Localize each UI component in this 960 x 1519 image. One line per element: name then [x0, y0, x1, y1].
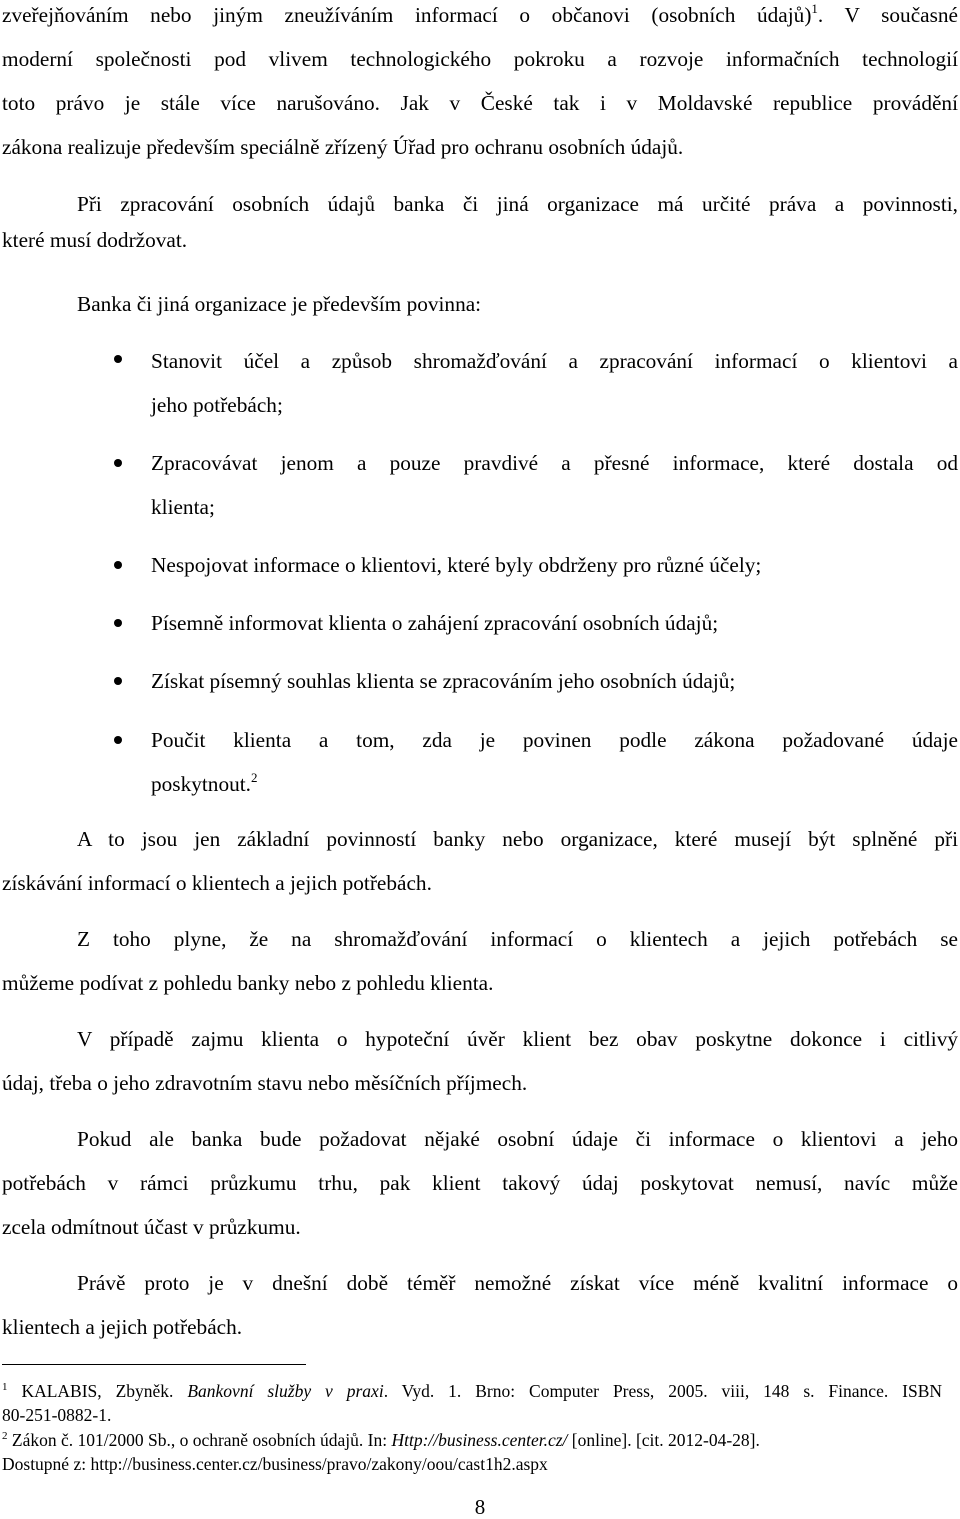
footnote-continuation: 80-251-0882-1.: [2, 1405, 112, 1425]
paragraph-first-line: Pokud ale banka bude požadovat nějaké osobní údaje či informace o klientovi a jeho: [77, 1127, 958, 1151]
list-item: Nespojovat informace o klientovi, které byly obdrženy pro různé účely;: [151, 553, 762, 577]
footnote-title: Http://business.center.cz/: [391, 1430, 568, 1450]
footnote-ref: 2: [251, 770, 258, 785]
bullet-icon: [114, 355, 122, 363]
body-text-line: toto právo je stále více narušováno. Jak v České tak i v Moldavské republice provádění: [2, 91, 958, 115]
paragraph-first-line: Právě proto je v dnešní době téměř nemožné získat více méně kvalitní informace o: [77, 1271, 958, 1295]
body-text-line: potřebách v rámci průzkumu trhu, pak klient takový údaj poskytovat nemusí, navíc může: [2, 1171, 958, 1195]
list-item-continuation: klienta;: [151, 495, 215, 519]
body-text-line: můžeme podívat z pohledu banky nebo z pohledu klienta.: [2, 971, 494, 995]
list-item-continuation: jeho potřebách;: [151, 393, 283, 417]
list-item-continuation: poskytnout.$^2$: [151, 770, 258, 796]
paragraph-first-line: Při zpracování osobních údajů banka či jiná organizace má určité práva a povinnosti,: [77, 192, 958, 216]
footnote-number: 2: [2, 1430, 8, 1442]
bullet-icon: [114, 561, 122, 569]
body-text-line: získávání informací o klientech a jejich potřebách.: [2, 871, 432, 895]
body-text-line: zveřejňováním nebo jiným zneužíváním informací o občanovi (osobních údajů)$^1$. V současné: [2, 1, 959, 27]
body-text-line: které musí dodržovat.: [2, 228, 188, 252]
footnote: $^2$ Zákon č. 101/2000 Sb., o ochraně osobních údajů. In: Http://business.center.cz/ [online]. [cit. 2012-04-28].: [2, 1430, 760, 1450]
footnote: $^1$ KALABIS, Zbyněk. Bankovní služby v praxi. Vyd. 1. Brno: Computer Press, 2005. viii, 148 s. Finance. ISBN: [2, 1381, 943, 1401]
list-item: Získat písemný souhlas klienta se zpracováním jeho osobních údajů;: [151, 669, 736, 693]
footnote-title: Bankovní služby v praxi: [187, 1381, 384, 1401]
list-item: Poučit klienta a tom, zda je povinen podle zákona požadované údaje: [151, 728, 958, 752]
bullet-icon: [114, 677, 122, 685]
paragraph-first-line: V případě zajmu klienta o hypoteční úvěr klient bez obav poskytne dokonce i citlivý: [77, 1027, 958, 1051]
bullet-icon: [114, 736, 122, 744]
body-text-line: zákona realizuje především speciálně zřízený Úřad pro ochranu osobních údajů.: [2, 135, 684, 159]
footnote-ref: 1: [811, 1, 818, 16]
body-text-line: údaj, třeba o jeho zdravotním stavu nebo měsíčních příjmech.: [2, 1071, 528, 1095]
list-item: Písemně informovat klienta o zahájení zpracování osobních údajů;: [151, 611, 719, 635]
footnote-continuation: Dostupné z: http://business.center.cz/business/pravo/zakony/oou/cast1h2.aspx: [2, 1454, 548, 1474]
footnote-number: 1: [2, 1381, 8, 1393]
paragraph-first-line: A to jsou jen základní povinností banky nebo organizace, které musejí být splněné při: [77, 827, 958, 851]
body-text-line: moderní společnosti pod vlivem technologického pokroku a rozvoje informačních technologií: [2, 47, 958, 71]
body-text-line: klientech a jejich potřebách.: [2, 1315, 243, 1339]
footnote-separator: [2, 1364, 306, 1365]
bullet-icon: [114, 459, 122, 467]
page-number: 8: [474, 1495, 486, 1519]
paragraph-first-line: Z toho plyne, že na shromažďování informací o klientech a jejich potřebách se: [77, 927, 958, 951]
list-intro: Banka či jiná organizace je především povinna:: [77, 292, 482, 316]
list-item: Zpracovávat jenom a pouze pravdivé a přesné informace, které dostala od: [151, 451, 958, 475]
bullet-icon: [114, 619, 122, 627]
list-item: Stanovit účel a způsob shromažďování a zpracování informací o klientovi a: [151, 349, 958, 373]
body-text-line: zcela odmítnout účast v průzkumu.: [2, 1215, 301, 1239]
